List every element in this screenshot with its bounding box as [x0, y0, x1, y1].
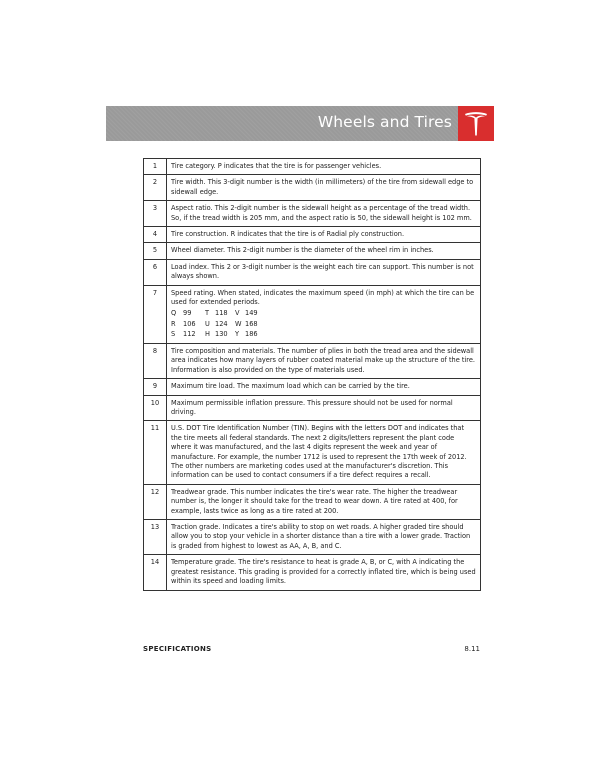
table-row	[144, 395, 481, 421]
row-description: Maximum permissible inflation pressure. This pressure should not be used for normal driving.	[167, 395, 481, 421]
speed-value: 168	[245, 319, 258, 328]
table-row	[144, 421, 481, 484]
speed-value: 112	[183, 330, 196, 339]
speed-value: 186	[245, 330, 258, 339]
row-number: 9	[144, 379, 167, 395]
tesla-logo-icon	[464, 111, 488, 137]
table-row	[144, 379, 481, 395]
speed-value: 124	[215, 319, 228, 328]
row-description: Tire category. P indicates that the tire is for passenger vehicles.	[167, 159, 481, 175]
speed-code: Y	[235, 330, 240, 339]
speed-rating-grid	[171, 308, 476, 340]
row-description: Tire composition and materials. The number of plies in both the tread area and the sidewall area indicates how many layers of rubber coated material make up the structure of the tire. Information is also provided on the type of materials used.	[167, 343, 481, 378]
speed-code: R	[171, 319, 176, 328]
row-description: Tire width. This 3-digit number is the width (in millimeters) of the tire from sidewall edge to sidewall edge.	[167, 175, 481, 201]
table-row	[144, 175, 481, 201]
row-number: 11	[144, 421, 167, 484]
brand-logo-box	[458, 106, 494, 141]
speed-rating-cell	[167, 285, 481, 343]
row-number: 7	[144, 285, 167, 343]
table-row	[144, 555, 481, 590]
table-row	[144, 259, 481, 285]
row-number: 3	[144, 201, 167, 227]
table-row	[144, 484, 481, 519]
row-description: Aspect ratio. This 2-digit number is the sidewall height as a percentage of the tread width. So, if the tread width is 205 mm, and the aspect ratio is 50, the sidewall height is 102 mm.	[167, 201, 481, 227]
row-number: 5	[144, 243, 167, 259]
table-row	[144, 227, 481, 243]
speed-code: S	[171, 330, 176, 339]
row-description: Tire construction. R indicates that the tire is of Radial ply construction.	[167, 227, 481, 243]
speed-code: Q	[171, 309, 177, 318]
row-number: 4	[144, 227, 167, 243]
table-row	[144, 243, 481, 259]
speed-value: 149	[245, 309, 258, 318]
row-description: Temperature grade. The tire's resistance to heat is grade A, B, or C, with A indicating the greatest resistance. This grading is provided for a correctly inflated tire, which is being used within its speed and loading limits.	[167, 555, 481, 590]
row-description: Maximum tire load. The maximum load which can be carried by the tire.	[167, 379, 481, 395]
row-number: 8	[144, 343, 167, 378]
row-number: 10	[144, 395, 167, 421]
speed-code: T	[205, 309, 210, 318]
speed-code: W	[235, 319, 242, 328]
tire-specification-table	[143, 158, 481, 591]
speed-code: H	[205, 330, 210, 339]
table-row	[144, 285, 481, 343]
page-title: Wheels and Tires	[317, 113, 452, 131]
footer-page-number: 8.11	[464, 645, 480, 653]
row-number: 1	[144, 159, 167, 175]
row-description: Wheel diameter. This 2-digit number is the diameter of the wheel rim in inches.	[167, 243, 481, 259]
table-row	[144, 343, 481, 378]
header-band	[106, 106, 458, 141]
row-number: 13	[144, 520, 167, 555]
row-number: 2	[144, 175, 167, 201]
row-description: U.S. DOT Tire Identification Number (TIN). Begins with the letters DOT and indicates that the tire meets all federal standards. The next 2 digits/letters represent the plant code where it was manufactured, and the last 4 digits represent the week and year of manufacture. For example, the number 1712 is used to represent the 17th week of 2012. The other numbers are marketing codes used at the manufacturer's discretion. This information can be used to contact consumers if a tire defect requires a recall.	[167, 421, 481, 484]
speed-code: U	[205, 319, 210, 328]
row-number: 12	[144, 484, 167, 519]
row-description: Load index. This 2 or 3-digit number is the weight each tire can support. This number is not always shown.	[167, 259, 481, 285]
speed-value: 106	[183, 319, 196, 328]
speed-value: 99	[183, 309, 192, 318]
row-description: Treadwear grade. This number indicates the tire's wear rate. The higher the treadwear number is, the longer it should take for the tread to wear down. A tire rated at 400, for example, lasts twice as long as a tire rated at 200.	[167, 484, 481, 519]
footer-section-label: SPECIFICATIONS	[143, 645, 212, 653]
row-description: Speed rating. When stated, indicates the maximum speed (in mph) at which the tire can be used for extended periods.	[171, 288, 475, 307]
speed-value: 118	[215, 309, 228, 318]
speed-value: 130	[215, 330, 228, 339]
table-row	[144, 201, 481, 227]
row-number: 14	[144, 555, 167, 590]
table-row	[144, 520, 481, 555]
row-description: Traction grade. Indicates a tire's ability to stop on wet roads. A higher graded tire should allow you to stop your vehicle in a shorter distance than a tire with a lower grade. Traction is graded from highest to lowest as AA, A, B, and C.	[167, 520, 481, 555]
table-row	[144, 159, 481, 175]
row-number: 6	[144, 259, 167, 285]
speed-code: V	[235, 309, 240, 318]
